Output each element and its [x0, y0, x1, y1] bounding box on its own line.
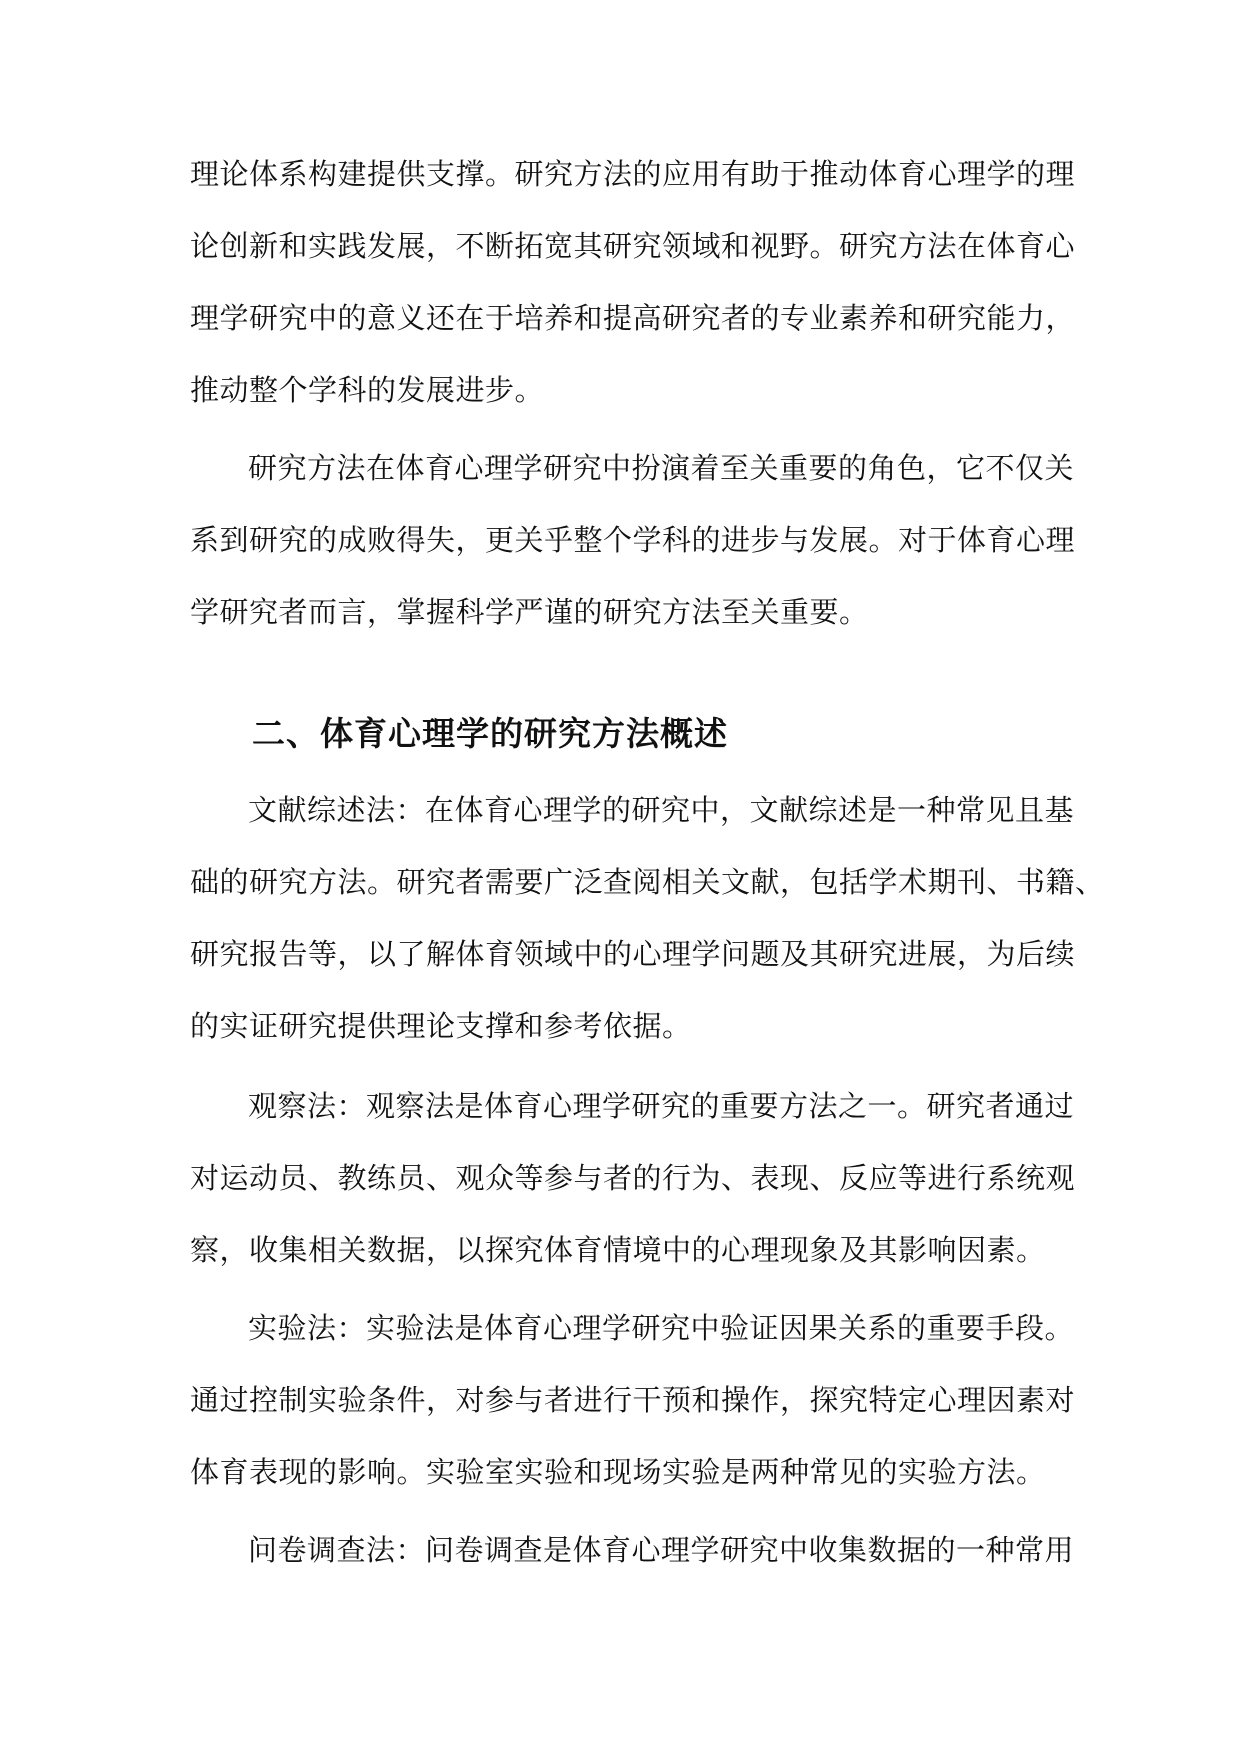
text-line: 通过控制实验条件，对参与者进行干预和操作，探究特定心理因素对	[190, 1383, 1076, 1417]
text-line: 学研究者而言，掌握科学严谨的研究方法至关重要。	[190, 595, 869, 629]
text-line: 实验法：实验法是体育心理学研究中验证因果关系的重要手段。	[248, 1311, 1075, 1345]
text-line: 推动整个学科的发展进步。	[190, 373, 545, 407]
text-line: 察，收集相关数据，以探究体育情境中的心理现象及其影响因素。	[190, 1233, 1046, 1267]
text-line: 系到研究的成败得失，更关乎整个学科的进步与发展。对于体育心理	[190, 523, 1076, 557]
text-line: 理论体系构建提供支撑。研究方法的应用有助于推动体育心理学的理	[190, 157, 1076, 191]
section-heading: 二、体育心理学的研究方法概述	[252, 714, 728, 753]
text-line: 的实证研究提供理论支撑和参考依据。	[190, 1009, 692, 1043]
text-line: 文献综述法：在体育心理学的研究中，文献综述是一种常见且基	[248, 793, 1075, 827]
text-line: 体育表现的影响。实验室实验和现场实验是两种常见的实验方法。	[190, 1455, 1046, 1489]
text-line: 对运动员、教练员、观众等参与者的行为、表现、反应等进行系统观	[190, 1161, 1076, 1195]
text-line: 研究报告等，以了解体育领域中的心理学问题及其研究进展，为后续	[190, 937, 1076, 971]
text-line: 础的研究方法。研究者需要广泛查阅相关文献，包括学术期刊、书籍、	[190, 865, 1105, 899]
text-line: 论创新和实践发展，不断拓宽其研究领域和视野。研究方法在体育心	[190, 229, 1076, 263]
text-line: 理学研究中的意义还在于培养和提高研究者的专业素养和研究能力，	[190, 301, 1076, 335]
text-line: 观察法：观察法是体育心理学研究的重要方法之一。研究者通过	[248, 1089, 1075, 1123]
text-line: 问卷调查法：问卷调查是体育心理学研究中收集数据的一种常用	[248, 1533, 1075, 1567]
text-line: 研究方法在体育心理学研究中扮演着至关重要的角色，它不仅关	[248, 451, 1075, 485]
